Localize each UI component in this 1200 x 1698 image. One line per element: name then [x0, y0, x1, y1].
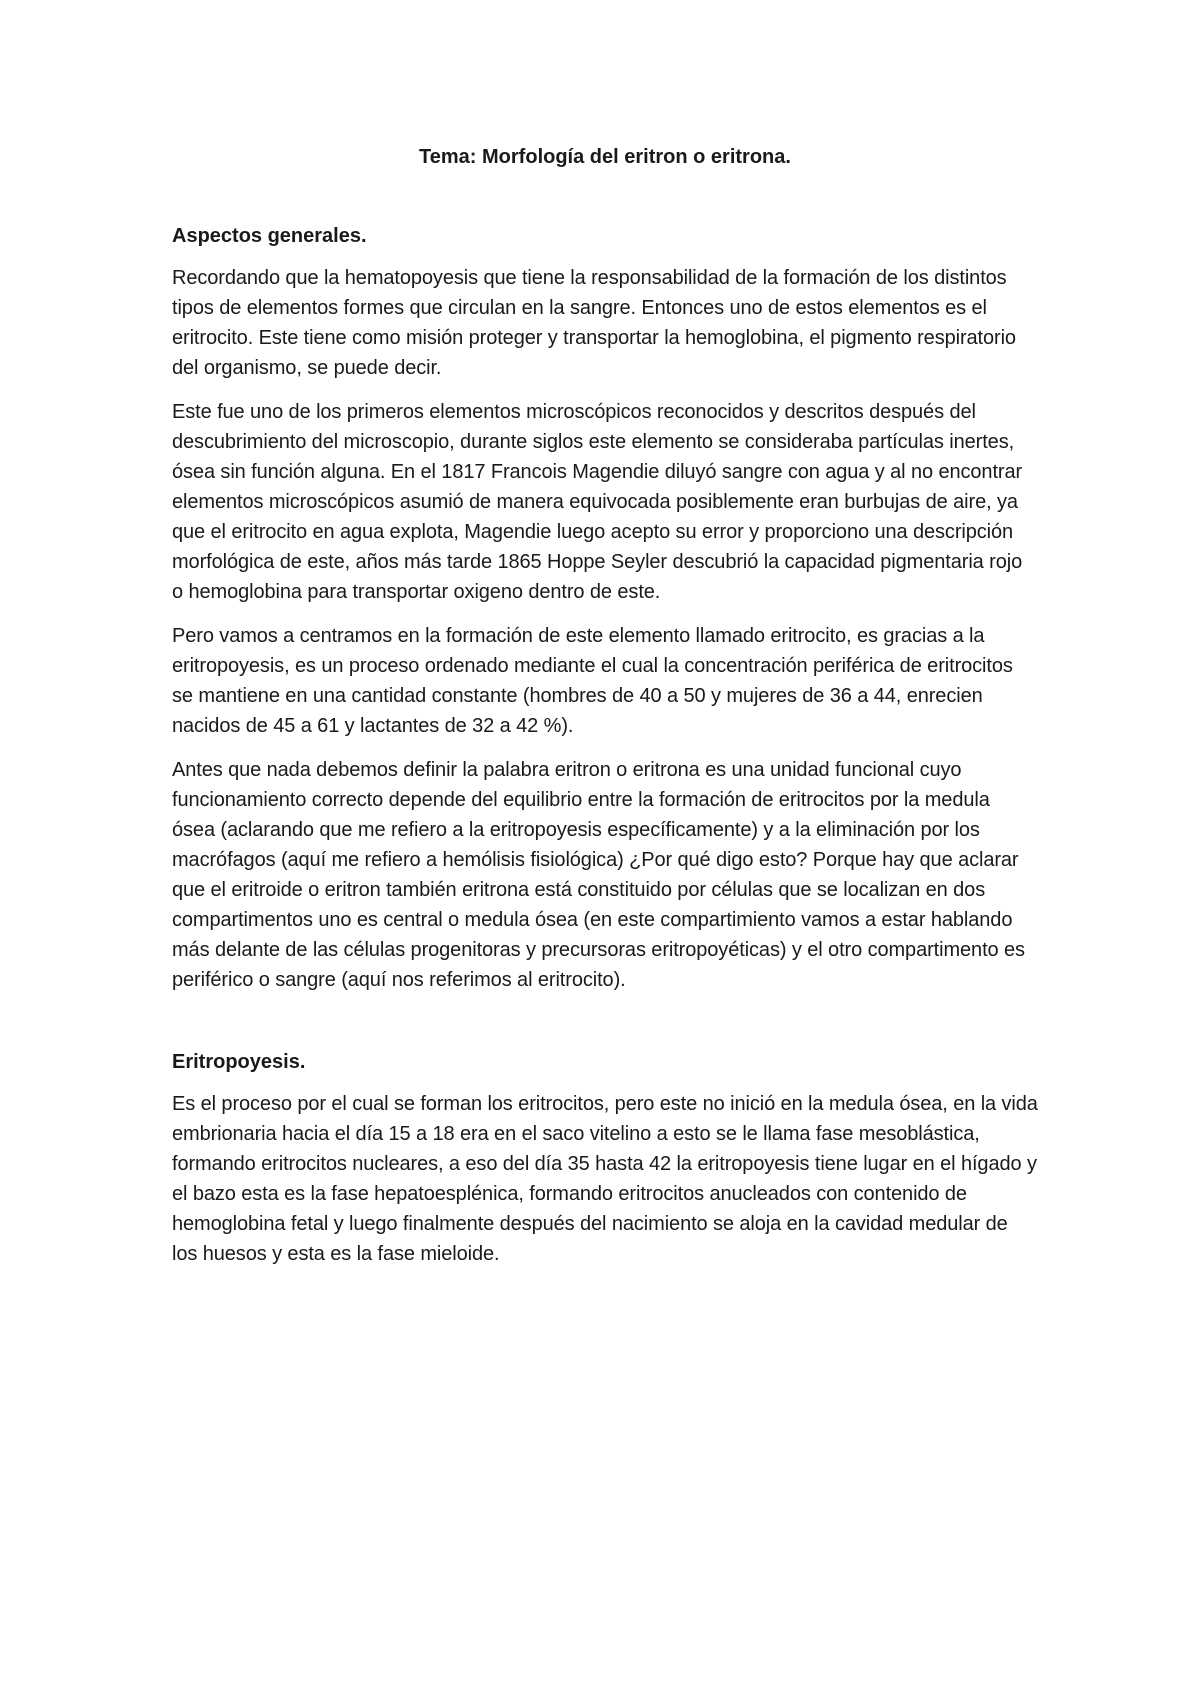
- section-heading: Eritropoyesis.: [172, 1051, 306, 1073]
- section-heading: Aspectos generales.: [172, 225, 367, 247]
- document-body: [172, 142, 1038, 1283]
- paragraph: Pero vamos a centramos en la formación de este elemento llamado eritrocito, es gracias a la eritropoyesis, es un proceso ordenado mediante el cual la concentración periférica de eritrocitos se mantiene en una cantidad constante (hombres de 40 a 50 y mujeres de 36 a 44, enrecien nacidos de 45 a 61 y lactantes de 32 a 42 %).: [172, 625, 1013, 737]
- paragraph: Recordando que la hematopoyesis que tiene la responsabilidad de la formación de los distintos tipos de elementos formes que circulan en la sangre. Entonces uno de estos elementos es el eritrocito. Este tiene como misión proteger y transportar la hemoglobina, el pigmento respiratorio del organismo, se puede decir.: [172, 267, 1016, 379]
- section-aspectos-generales: [172, 221, 1038, 995]
- paragraph: Es el proceso por el cual se forman los eritrocitos, pero este no inició en la medula ósea, en la vida embrionaria hacia el día 15 a 18 era en el saco vitelino a esto se le llama fase mesoblástica, formando eritrocitos nucleares, a eso del día 35 hasta 42 la eritropoyesis tiene lugar en el hígado y el bazo esta es la fase hepatoesplénica, formando eritrocitos anucleados con contenido de hemoglobina fetal y luego finalmente después del nacimiento se aloja en la cavidad medular de los huesos y esta es la fase mieloide.: [172, 1093, 1038, 1265]
- section-eritropoyesis: [172, 1047, 1038, 1269]
- paragraph: Antes que nada debemos definir la palabra eritron o eritrona es una unidad funcional cuyo funcionamiento correcto depende del equilibrio entre la formación de eritrocitos por la medula ósea (aclarando que me refiero a la eritropoyesis específicamente) y a la eliminación por los macrófagos (aquí me refiero a hemólisis fisiológica) ¿Por qué digo esto? Porque hay que aclarar que el eritroide o eritron también eritrona está constituido por células que se localizan en dos compartimentos uno es central o medula ósea (en este compartimiento vamos a estar hablando más delante de las células progenitoras y precursoras eritropoyéticas) y el otro compartimento es periférico o sangre (aquí nos referimos al eritrocito).: [172, 759, 1025, 991]
- page-title: Tema: Morfología del eritron o eritrona.: [419, 146, 791, 168]
- paragraph: Este fue uno de los primeros elementos microscópicos reconocidos y descritos después del descubrimiento del microscopio, durante siglos este elemento se consideraba partículas inertes, ósea sin función alguna. En el 1817 Francois Magendie diluyó sangre con agua y al no encontrar elementos microscópicos asumió de manera equivocada posiblemente eran burbujas de aire, ya que el eritrocito en agua explota, Magendie luego acepto su error y proporciono una descripción morfológica de este, años más tarde 1865 Hoppe Seyler descubrió la capacidad pigmentaria rojo o hemoglobina para transportar oxigeno dentro de este.: [172, 401, 1023, 603]
